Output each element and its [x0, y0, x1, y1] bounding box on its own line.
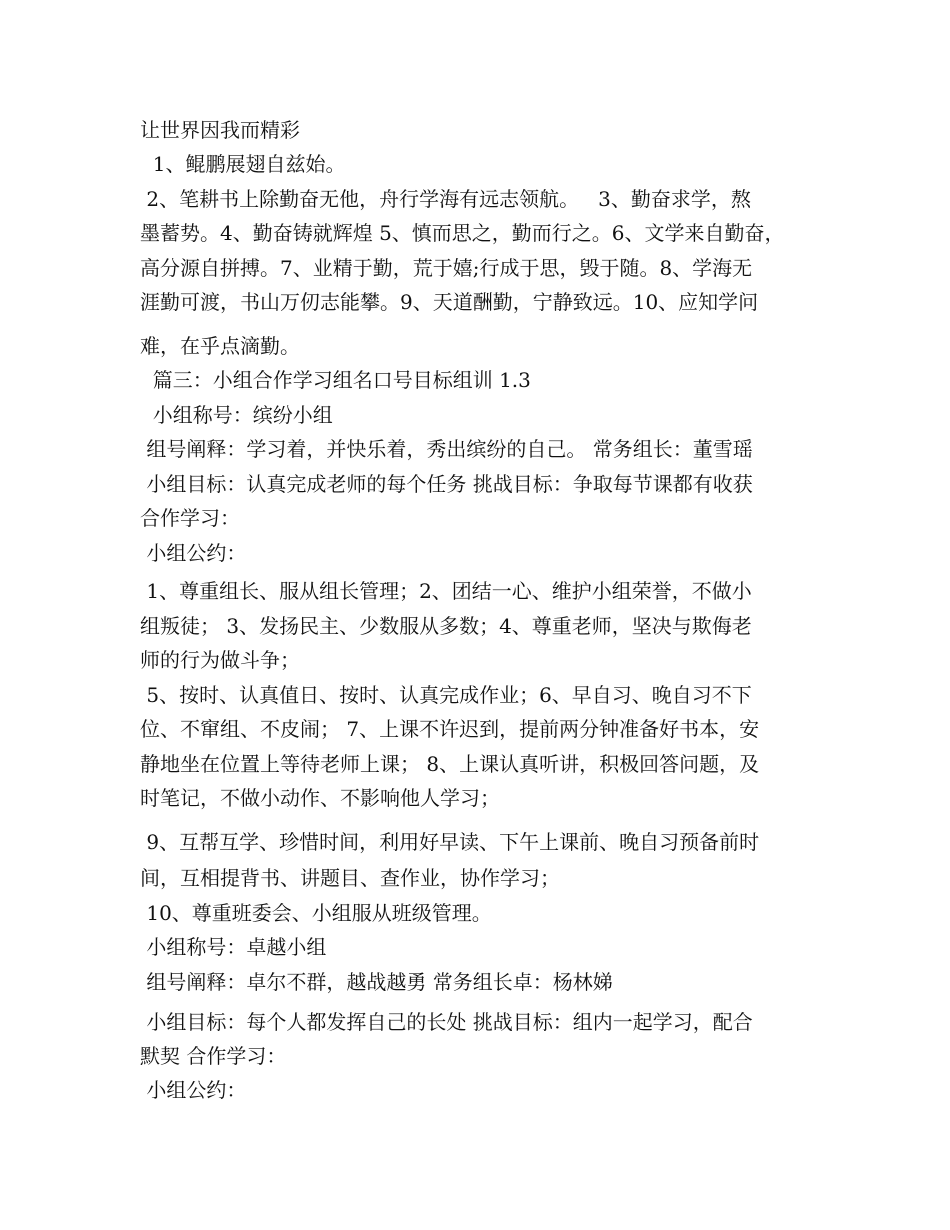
text-line: 高分源自拼搏。7、业精于勤，荒于嬉;行成于思，毁于随。8、学海无: [140, 256, 753, 280]
text-line: 小组称号：卓越小组: [140, 935, 327, 959]
text-line: 小组目标：认真完成老师的每个任务 挑战目标：争取每节课都有收获: [140, 472, 753, 496]
text-line: 组号阐释：学习着，并快乐着，秀出缤纷的自己。 常务组长：董雪瑶: [140, 437, 753, 461]
text-line: 小组公约：: [140, 541, 247, 565]
text-line: 间，互相提背书、讲题目、查作业，协作学习；: [140, 866, 560, 890]
text-line: 9、互帮互学、珍惜时间，利用好早读、下午上课前、晚自习预备前时: [140, 830, 760, 854]
text-line: 静地坐在位置上等待老师上课； 8、上课认真听讲，积极回答问题，及: [140, 752, 760, 776]
text-line: 组号阐释：卓尔不群，越战越勇 常务组长卓：杨林娣: [140, 970, 613, 994]
text-line: 墨蓄势。4、勤奋铸就辉煌 5、慎而思之，勤而行之。6、文学来自勤奋，: [140, 221, 785, 245]
section-heading: 篇三：小组合作学习组名口号目标组训 1.3: [140, 368, 531, 392]
text-line: 2、笔耕书上除勤奋无他，舟行学海有远志领航。 3、勤奋求学，熬: [140, 187, 751, 211]
text-line: 师的行为做斗争；: [140, 648, 300, 672]
text-line: 涯勤可渡，书山万仞志能攀。9、天道酬勤，宁静致远。10、应知学问: [140, 290, 759, 314]
text-line: 5、按时、认真值日、按时、认真完成作业；6、早自习、晚自习不下: [140, 683, 752, 707]
text-line: 让世界因我而精彩: [140, 118, 300, 142]
text-line: 10、尊重班委会、小组服从班级管理。: [140, 901, 492, 925]
text-line: 难，在乎点滴勤。: [140, 334, 300, 358]
text-line: 合作学习：: [140, 506, 240, 530]
text-line: 时笔记，不做小动作、不影响他人学习；: [140, 786, 500, 810]
text-line: 位、不窜组、不皮闹； 7、上课不许迟到，提前两分钟准备好书本，安: [140, 717, 760, 741]
text-line: 默契 合作学习：: [140, 1044, 287, 1068]
text-line: 小组公约：: [140, 1078, 247, 1102]
text-line: 小组称号：缤纷小组: [140, 403, 333, 427]
text-line: 1、鲲鹏展翅自兹始。: [140, 152, 346, 176]
text-line: 1、尊重组长、服从组长管理；2、团结一心、维护小组荣誉，不做小: [140, 579, 752, 603]
text-line: 小组目标：每个人都发挥自己的长处 挑战目标：组内一起学习，配合: [140, 1010, 753, 1034]
text-line: 组叛徒； 3、发扬民主、少数服从多数；4、尊重老师，坚决与欺侮老: [140, 614, 752, 638]
